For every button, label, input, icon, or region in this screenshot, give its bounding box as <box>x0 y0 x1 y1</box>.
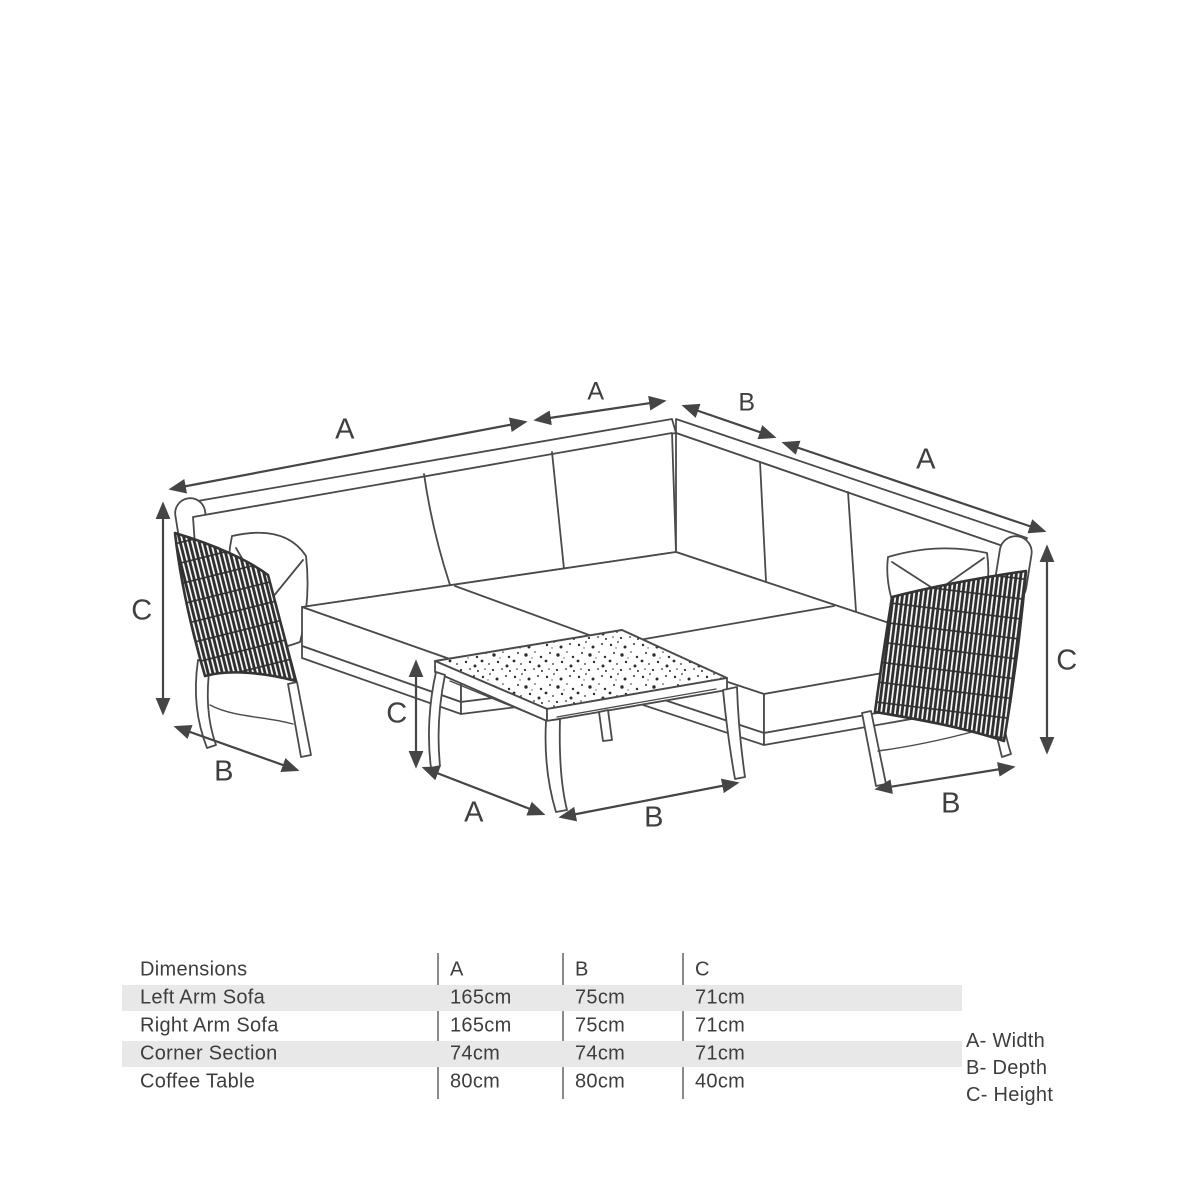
legend-height: C- Height <box>966 1084 1054 1106</box>
col-b-cell: 75cm <box>575 1014 626 1037</box>
col-c-cell: 71cm <box>695 986 746 1009</box>
col-c-cell: 40cm <box>695 1070 746 1093</box>
row-name-cell: Left Arm Sofa <box>140 986 266 1009</box>
dim-label-right-sofa-depth: B <box>941 787 961 820</box>
dimensions-table <box>122 956 962 1096</box>
col-a-cell: 165cm <box>450 986 512 1009</box>
arrow-right-sofa-depth <box>877 767 1013 789</box>
dim-label-left-sofa-width: A <box>335 413 355 446</box>
col-b-cell: 75cm <box>575 986 626 1009</box>
dimension-legend <box>966 1028 1053 1109</box>
dim-label-corner-depth: B <box>738 388 756 417</box>
header-col-a: A <box>450 958 464 981</box>
dim-label-left-sofa-height: C <box>131 594 153 627</box>
row-name-cell: Corner Section <box>140 1042 278 1065</box>
dim-label-table-height: C <box>386 697 408 730</box>
col-b-cell: 80cm <box>575 1070 626 1093</box>
col-a-cell: 165cm <box>450 1014 512 1037</box>
header-col-c: C <box>695 958 710 981</box>
dim-label-right-sofa-height: C <box>1056 644 1078 677</box>
table-row-corner-section <box>122 1040 962 1068</box>
row-name-cell: Right Arm Sofa <box>140 1014 279 1037</box>
dim-label-table-depth: B <box>644 801 664 834</box>
dim-label-corner-width: A <box>587 377 605 406</box>
table-row-coffee-table <box>122 1068 962 1096</box>
table-row-right-arm-sofa <box>122 1012 962 1040</box>
dim-label-left-sofa-depth: B <box>214 755 234 788</box>
col-b-cell: 74cm <box>575 1042 626 1065</box>
col-c-cell: 71cm <box>695 1042 746 1065</box>
header-col-b: B <box>575 958 589 981</box>
table-row-left-arm-sofa <box>122 984 962 1012</box>
dim-label-right-sofa-width: A <box>916 443 936 476</box>
legend-depth: B- Depth <box>966 1057 1048 1079</box>
row-name-cell: Coffee Table <box>140 1070 256 1093</box>
col-a-cell: 74cm <box>450 1042 501 1065</box>
dim-label-table-width: A <box>464 796 484 829</box>
arrow-left-sofa-depth <box>176 727 297 770</box>
legend-width: A- Width <box>966 1030 1046 1052</box>
right-woven-arm-panel <box>875 571 1026 741</box>
table-header-row <box>122 956 962 984</box>
col-c-cell: 71cm <box>695 1014 746 1037</box>
col-a-cell: 80cm <box>450 1070 501 1093</box>
header-dimensions: Dimensions <box>140 958 248 981</box>
